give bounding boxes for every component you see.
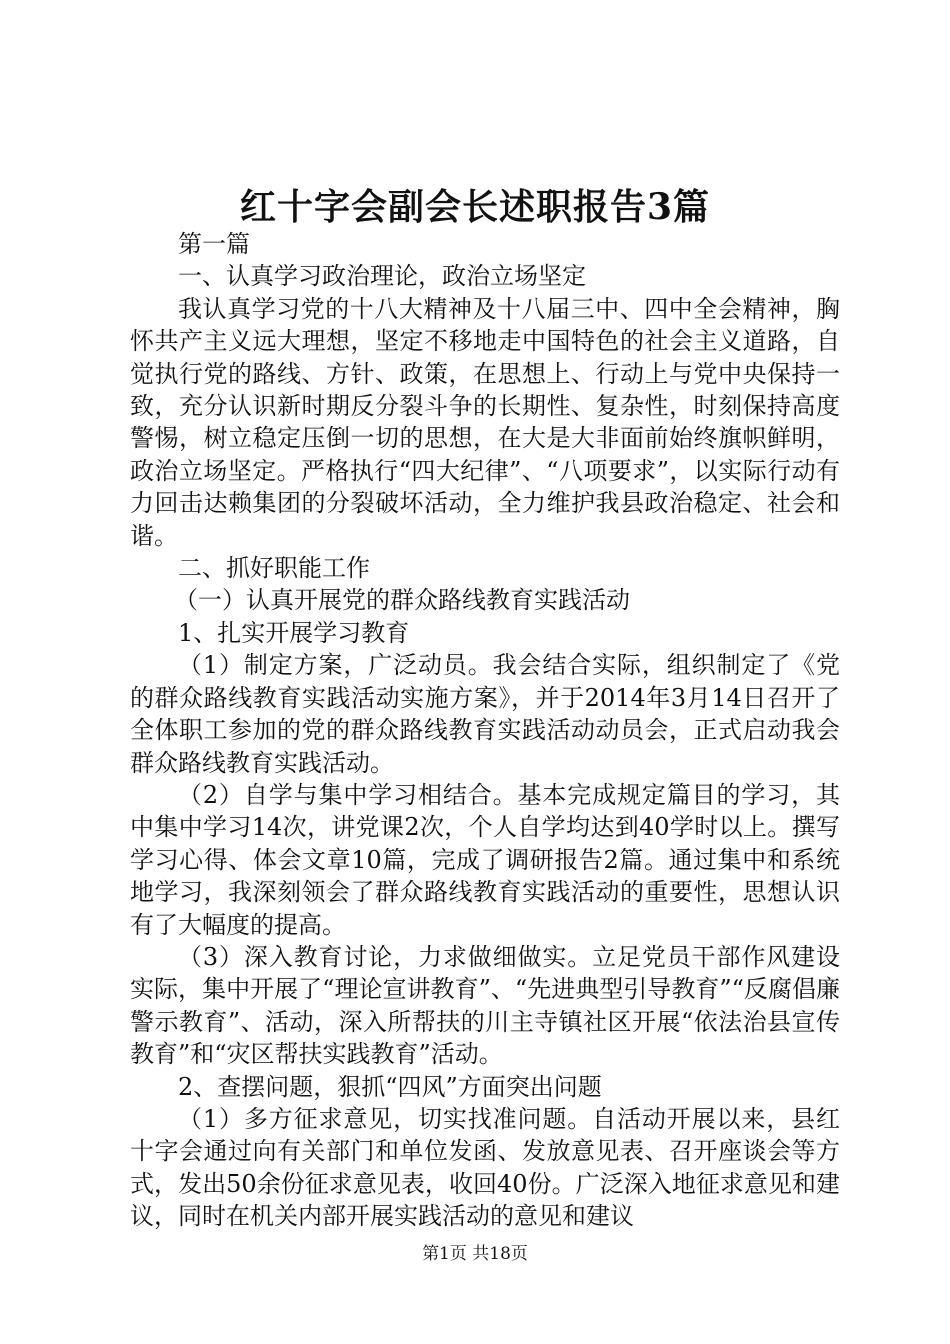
subheading: 1、扎实开展学习教育 [178, 618, 410, 647]
subheading: （一）认真开展党的群众路线教育实践活动 [174, 586, 630, 615]
section-label: 第一篇 [178, 230, 250, 258]
paragraph: （1）制定方案，广泛动员。我会结合实际，组织制定了《党的群众路线教育实践活动实施方案》，并于2014年3月14日召开了全体职工参加的党的群众路线教育实践活动动员会，正式启动我会群众路线教育实践活动。 [130, 651, 840, 777]
heading-1: 一、认真学习政治理论，政治立场坚定 [178, 262, 586, 291]
subheading: 2、查摆问题，狠抓“四风”方面突出问题 [178, 1072, 602, 1101]
page-footer: 第1页 共18页 [422, 1244, 528, 1264]
paragraph: 我认真学习党的十八大精神及十八届三中、四中全会精神，胸怀共产主义远大理想，坚定不移地走中国特色的社会主义道路，自觉执行党的路线、方针、政策，在思想上、行动上与党中央保持一致，充分认识新时期反分裂斗争的长期性、复杂性，时刻保持高度警惕，树立稳定压倒一切的思想，在大是大非面前始终旗帜鲜明，政治立场坚定。严格执行“四大纪律”、“八项要求”，以实际行动有力回击达赖集团的分裂破坏活动，全力维护我县政治稳定、社会和谐。 [130, 294, 840, 550]
paragraph: （1）多方征求意见，切实找准问题。自活动开展以来，县红十字会通过向有关部门和单位发函、发放意见表、召开座谈会等方式，发出50余份征求意见表，收回40份。广泛深入地征求意见和建议，同时在机关内部开展实践活动的意见和建议 [130, 1104, 840, 1231]
paragraph: （2）自学与集中学习相结合。基本完成规定篇目的学习，其中集中学习14次，讲党课2次，个人自学均达到40学时以上。撰写学习心得、体会文章10篇，完成了调研报告2篇。通过集中和系统地学习，我深刻领会了群众路线教育实践活动的重要性，思想认识有了大幅度的提高。 [130, 780, 840, 939]
document-body [130, 228, 840, 1233]
heading-2: 二、抓好职能工作 [178, 554, 370, 583]
paragraph: （3）深入教育讨论，力求做细做实。立足党员干部作风建设实际，集中开展了“理论宣讲教育”、“先进典型引导教育”“反腐倡廉警示教育”、活动，深入所帮扶的川主寺镇社区开展“依法治县宣传教育”和“灾区帮扶实践教育”活动。 [130, 942, 840, 1069]
document-title: 红十字会副会长述职报告3篇 [239, 186, 711, 228]
